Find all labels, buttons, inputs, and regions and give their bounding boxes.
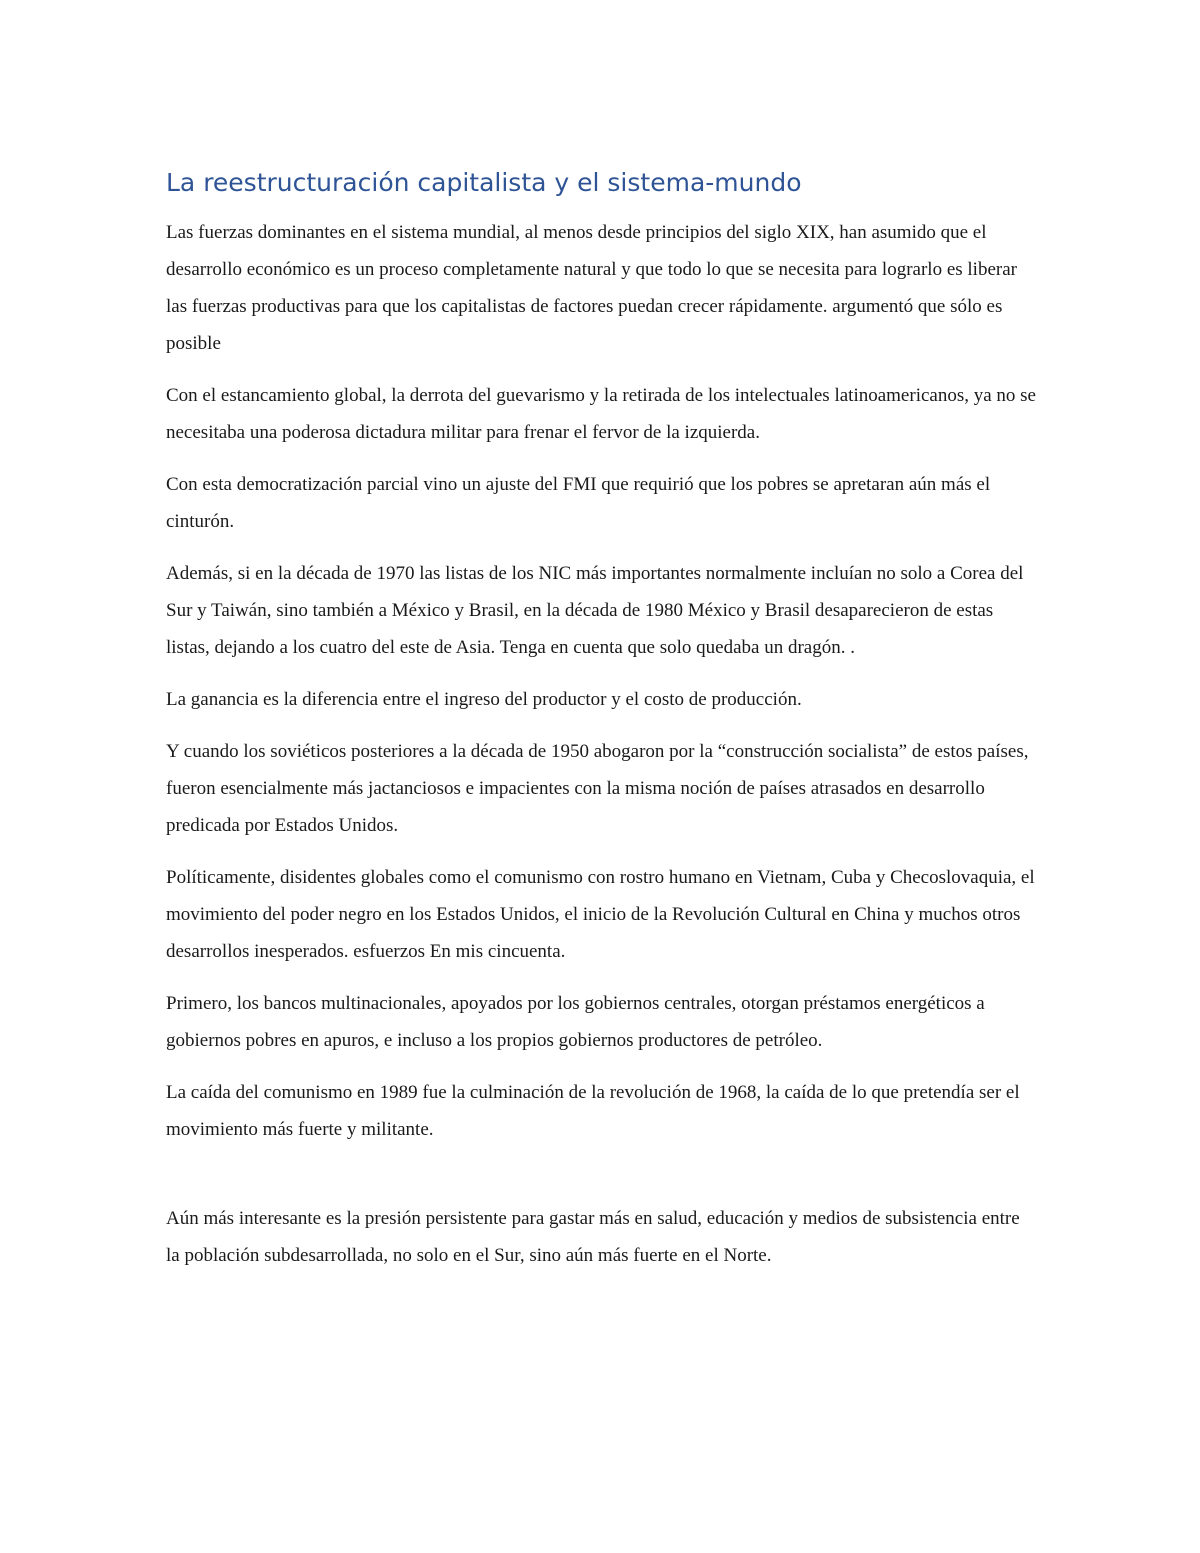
paragraph: Además, si en la década de 1970 las listas de los NIC más importantes normalmente incluían no solo a Corea del Sur y Taiwán, sino también a México y Brasil, en la década de 1980 México y Brasil desaparecieron de estas listas, dejando a los cuatro del este de Asia. Tenga en cuenta que solo quedaba un dragón. . [166, 563, 1024, 658]
paragraph: Políticamente, disidentes globales como el comunismo con rostro humano en Vietnam, Cuba y Checoslovaquia, el movimiento del poder negro en los Estados Unidos, el inicio de la Revolución Cultural en China y muchos otros desarrollos inesperados. esfuerzos En mis cincuenta. [166, 867, 1035, 962]
paragraph: La caída del comunismo en 1989 fue la culminación de la revolución de 1968, la caída de lo que pretendía ser el movimiento más fuerte y militante. [166, 1082, 1020, 1140]
paragraph: Aún más interesante es la presión persistente para gastar más en salud, educación y medios de subsistencia entre la población subdesarrollada, no solo en el Sur, sino aún más fuerte en el Norte. [166, 1208, 1020, 1266]
document-body [166, 166, 1036, 1289]
document-title: La reestructuración capitalista y el sistema-mundo [166, 168, 802, 197]
paragraph: Las fuerzas dominantes en el sistema mundial, al menos desde principios del siglo XIX, han asumido que el desarrollo económico es un proceso completamente natural y que todo lo que se necesita para lograrlo es liberar las fuerzas productivas para que los capitalistas de factores puedan crecer rápidamente. argumentó que sólo es posible [166, 222, 1017, 354]
paragraph: Primero, los bancos multinacionales, apoyados por los gobiernos centrales, otorgan préstamos energéticos a gobiernos pobres en apuros, e incluso a los propios gobiernos productores de petróleo. [166, 993, 985, 1051]
paragraph: Con el estancamiento global, la derrota del guevarismo y la retirada de los intelectuales latinoamericanos, ya no se necesitaba una poderosa dictadura militar para frenar el fervor de la izquierda. [166, 385, 1036, 443]
paragraph: La ganancia es la diferencia entre el ingreso del productor y el costo de producción. [166, 689, 802, 710]
paragraph: Con esta democratización parcial vino un ajuste del FMI que requirió que los pobres se apretaran aún más el cinturón. [166, 474, 991, 532]
paragraph: Y cuando los soviéticos posteriores a la década de 1950 abogaron por la “construcción socialista” de estos países, fueron esencialmente más jactanciosos e impacientes con la misma noción de países atrasados en desarrollo predicada por Estados Unidos. [166, 741, 1029, 836]
